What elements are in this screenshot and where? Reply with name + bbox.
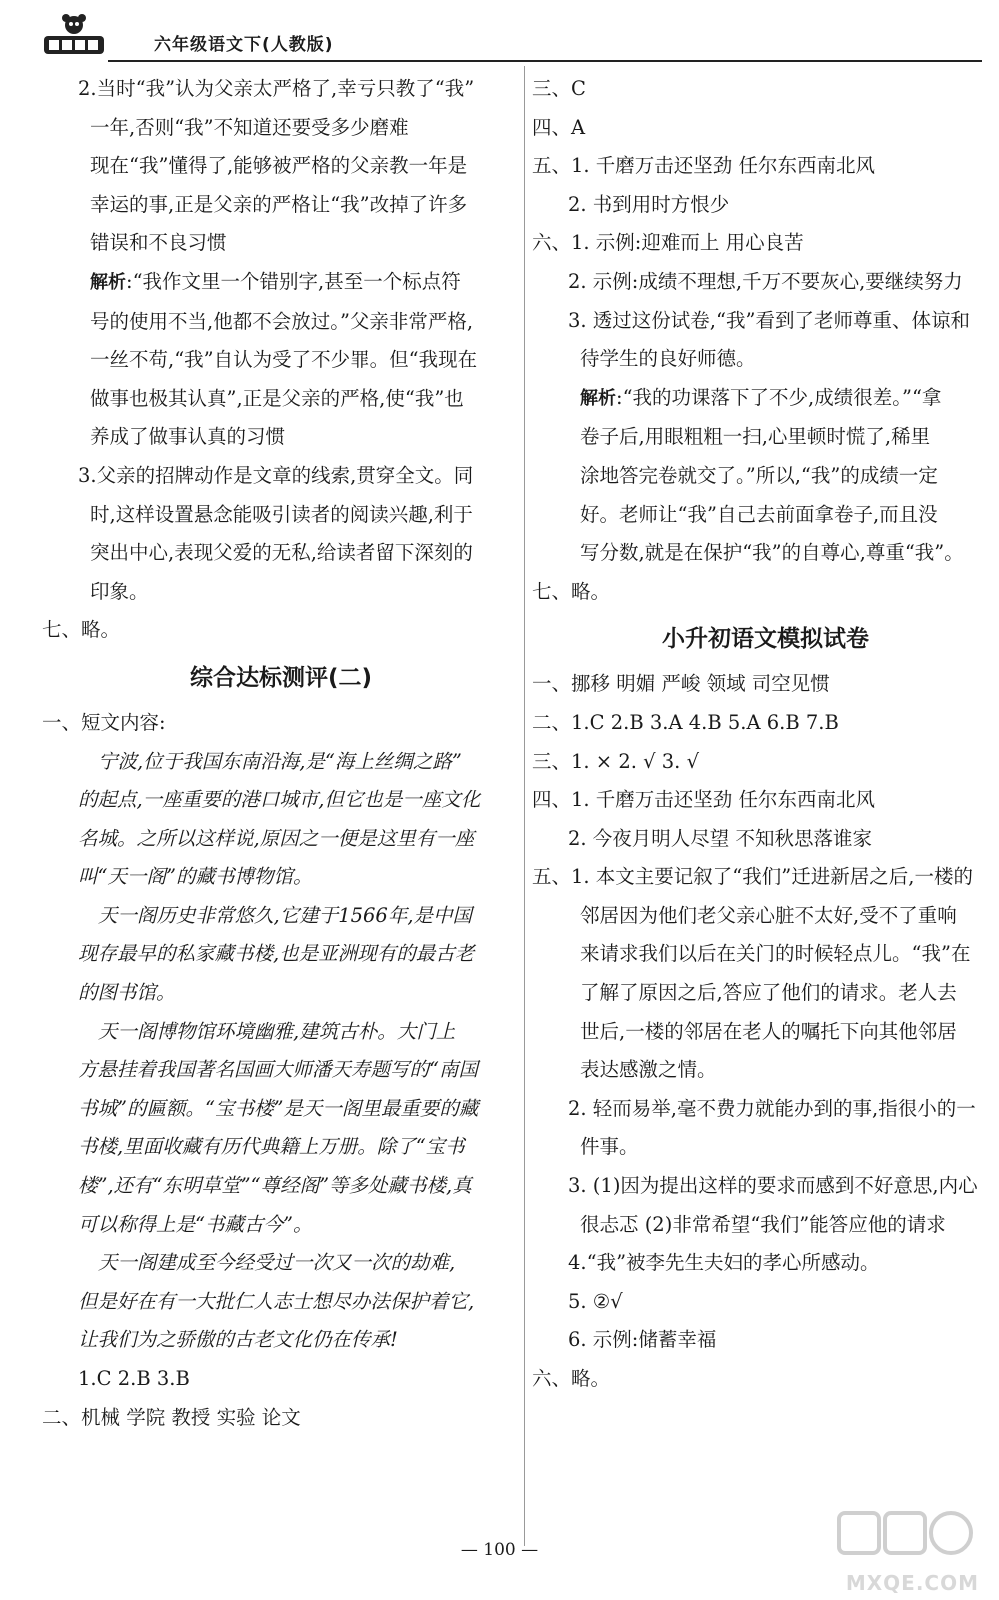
answer-text: 涂地答完卷就交了。”所以,“我”的成绩一定 xyxy=(580,463,938,487)
answer-text: 现在“我”懂得了,能够被严格的父亲教一年是 xyxy=(90,154,468,178)
essay-line: 的起点,一座重要的港口城市,但它也是一座文化 xyxy=(78,788,481,812)
answer-text: 六、1. 示例:迎难而上 用心良苦 xyxy=(532,231,804,255)
answer-line xyxy=(42,496,520,535)
answer-line xyxy=(532,665,999,704)
essay-line: 楼”,还有“东明草堂”“尊经阁”等多处藏书楼,真 xyxy=(78,1174,472,1198)
answer-text: 一丝不苟,“我”自认为受了不少罪。但“我现在 xyxy=(90,348,478,372)
answer-line xyxy=(42,1360,520,1399)
section-title-test-2: 综合达标测评(二) xyxy=(189,664,373,691)
answer-line xyxy=(532,109,999,148)
header-rule xyxy=(108,60,982,62)
answer-line xyxy=(532,743,999,782)
left-answer-lines xyxy=(42,70,520,650)
essay-line: 现存最早的私家藏书楼,也是亚洲现有的最古老 xyxy=(78,942,475,966)
answer-line xyxy=(532,340,999,379)
answer-line xyxy=(532,1244,999,1283)
answer-line xyxy=(42,147,520,186)
essay-line: 方悬挂着我国著名国画大师潘天寿题写的“南国 xyxy=(78,1058,478,1082)
short-passage-label: 一、短文内容: xyxy=(42,710,166,734)
answer-line xyxy=(532,496,999,535)
answer-text: 世后,一楼的邻居在老人的嘱托下向其他邻居 xyxy=(580,1019,957,1043)
answer-text: 5. ②√ xyxy=(568,1289,623,1313)
answer-text: 一年,否则“我”不知道还要受多少磨难 xyxy=(90,115,409,139)
answer-line xyxy=(532,897,999,936)
answer-text: 3. (1)因为提出这样的要求而感到不好意思,内心 xyxy=(568,1174,978,1198)
answer-line xyxy=(532,1283,999,1322)
essay-line: 天一阁博物馆环境幽雅,建筑古朴。大门上 xyxy=(98,1019,456,1043)
essay-line: 但是好在有一大批仁人志士想尽办法保护着它, xyxy=(78,1289,475,1313)
answer-text: 号的使用不当,他都不会放过。”父亲非常严格, xyxy=(90,309,474,333)
answer-line xyxy=(532,935,999,974)
essay-line: 叫“天一阁”的藏书博物馆。 xyxy=(78,865,313,889)
answer-line xyxy=(532,186,999,225)
answer-text: 六、略。 xyxy=(532,1367,611,1390)
answer-text: 3.父亲的招牌动作是文章的线索,贯穿全文。同 xyxy=(78,463,474,487)
answer-line xyxy=(42,380,520,419)
answer-text: 2.当时“我”认为父亲太严格了,幸亏只教了“我” xyxy=(78,77,475,100)
answer-text: 养成了做事认真的习惯 xyxy=(90,425,286,449)
left-tail-lines xyxy=(42,1360,520,1437)
answer-line xyxy=(532,379,999,419)
essay-line: 天一阁历史非常悠久,它建于1566年,是中国 xyxy=(98,903,473,927)
answer-text: 二、机械 学院 教授 实验 论文 xyxy=(42,1405,301,1429)
answer-line xyxy=(532,224,999,263)
answer-line xyxy=(42,303,520,342)
answer-line xyxy=(532,974,999,1013)
essay-line: 名城。之所以这样说,原因之一便是这里有一座 xyxy=(78,826,475,850)
answer-line xyxy=(532,820,999,859)
answer-line xyxy=(532,418,999,457)
answer-text: 2. 书到用时方恨少 xyxy=(568,192,730,216)
essay-line: 书楼,里面收藏有历代典籍上万册。除了“宝书 xyxy=(78,1135,465,1159)
publisher-logo xyxy=(42,12,106,56)
analysis-label: 解析 xyxy=(580,387,616,409)
answer-text: 很忐忑 (2)非常希望“我们”能答应他的请求 xyxy=(580,1212,946,1236)
answer-line xyxy=(42,341,520,380)
answer-line xyxy=(532,457,999,496)
page-number: — 100 — xyxy=(460,1540,539,1560)
answer-text: 七、略。 xyxy=(532,579,611,603)
answer-line xyxy=(42,573,520,612)
answer-text: 了解了原因之后,答应了他们的请求。老人去 xyxy=(580,981,957,1005)
answer-text: 3. 透过这份试卷,“我”看到了老师尊重、体谅和 xyxy=(568,308,970,332)
answer-text: 二、1.C 2.B 3.A 4.B 5.A 6.B 7.B xyxy=(532,710,839,734)
answer-line xyxy=(532,704,999,743)
answer-text: 好。老师让“我”自己去前面拿卷子,而且没 xyxy=(580,502,938,526)
column-divider xyxy=(524,66,525,1546)
right-answer-lines-bottom xyxy=(532,665,999,1398)
answer-text: 一、挪移 明媚 严峻 领域 司空见惯 xyxy=(532,672,830,696)
answer-line xyxy=(532,1167,999,1206)
answer-text: 1.C 2.B 3.B xyxy=(78,1367,190,1390)
answer-line xyxy=(532,1206,999,1245)
book-title: 六年级语文下(人教版) xyxy=(154,35,334,55)
answer-text: 写分数,就是在保护“我”的自尊心,尊重“我”。 xyxy=(580,541,964,565)
essay-passage xyxy=(42,743,520,1361)
answer-line xyxy=(42,186,520,225)
answer-line xyxy=(532,302,999,341)
page-header xyxy=(42,12,982,66)
answer-text: 2. 今夜月明人尽望 不知秋思落谁家 xyxy=(568,826,873,850)
answer-line xyxy=(532,1128,999,1167)
answer-line xyxy=(42,611,520,650)
answer-text: 四、A xyxy=(532,115,586,139)
left-column xyxy=(42,70,520,1437)
answer-text: 来请求我们以后在关门的时候轻点儿。“我”在 xyxy=(580,942,971,966)
answer-line xyxy=(532,781,999,820)
answer-text: 待学生的良好师德。 xyxy=(580,347,756,371)
answer-line xyxy=(532,858,999,897)
answer-text: 三、C xyxy=(532,77,586,100)
essay-line: 天一阁建成至今经受过一次又一次的劫难, xyxy=(98,1251,456,1275)
answer-text: 做事也极其认真”,正是父亲的严格,使“我”也 xyxy=(90,386,464,410)
right-column xyxy=(532,70,999,1399)
answer-line xyxy=(532,1090,999,1129)
answer-line xyxy=(42,70,520,109)
essay-line: 宁波,位于我国东南沿海,是“海上丝绸之路” xyxy=(98,749,462,773)
answer-text: 2. 示例:成绩不理想,千万不要灰心,要继续努力 xyxy=(568,269,963,293)
answer-line xyxy=(532,70,999,109)
essay-line: 的图书馆。 xyxy=(78,981,176,1005)
answer-text: 印象。 xyxy=(90,579,149,603)
answer-line xyxy=(42,263,520,303)
answer-text: 错误和不良习惯 xyxy=(90,231,227,255)
answer-line xyxy=(42,534,520,573)
answer-line xyxy=(42,457,520,496)
answer-text: 4.“我”被李先生夫妇的孝心所感动。 xyxy=(568,1251,880,1275)
answer-text: 卷子后,用眼粗粗一扫,心里顿时慌了,稀里 xyxy=(580,425,931,449)
answer-text: 七、略。 xyxy=(42,618,121,642)
answer-text: :“我作文里一个错别字,甚至一个标点符 xyxy=(126,269,461,293)
right-answer-lines-top xyxy=(532,70,999,611)
answer-line xyxy=(532,1013,999,1052)
answer-text: 幸运的事,正是父亲的严格让“我”改掉了许多 xyxy=(90,192,468,216)
answer-line xyxy=(532,1321,999,1360)
answer-line xyxy=(532,263,999,302)
essay-line: 书城”的匾额。“宝书楼”是天一阁里最重要的藏 xyxy=(78,1096,479,1120)
answer-line xyxy=(532,147,999,186)
answer-text: 四、1. 千磨万击还坚劲 任尔东西南北风 xyxy=(532,788,876,812)
watermark-text: MXQE.COM xyxy=(845,1571,979,1595)
answer-text: 突出中心,表现父爱的无私,给读者留下深刻的 xyxy=(90,541,473,565)
watermark xyxy=(829,1505,979,1595)
answer-line xyxy=(532,573,999,612)
answer-line xyxy=(532,534,999,573)
answer-line xyxy=(532,1051,999,1090)
answer-line xyxy=(532,1360,999,1399)
answer-text: :“我的功课落下了不少,成绩很差。”“拿 xyxy=(616,385,942,409)
answer-line xyxy=(42,109,520,148)
answer-text: 三、1. × 2. √ 3. √ xyxy=(532,749,699,773)
answer-text: 2. 轻而易举,毫不费力就能办到的事,指很小的一 xyxy=(568,1096,976,1120)
answer-line xyxy=(42,418,520,457)
analysis-label: 解析 xyxy=(90,271,126,293)
essay-line: 可以称得上是“书藏古今”。 xyxy=(78,1212,313,1236)
answer-text: 时,这样设置悬念能吸引读者的阅读兴趣,利于 xyxy=(90,502,473,526)
answer-text: 6. 示例:储蓄幸福 xyxy=(568,1328,717,1352)
section-title-mock-exam: 小升初语文模拟试卷 xyxy=(662,626,869,653)
answer-text: 五、1. 千磨万击还坚劲 任尔东西南北风 xyxy=(532,154,876,178)
answer-text: 件事。 xyxy=(580,1135,639,1159)
watermark-logo-icon xyxy=(829,1505,979,1565)
answer-text: 邻居因为他们老父亲心脏不太好,受不了重响 xyxy=(580,903,957,927)
answer-text: 五、1. 本文主要记叙了“我们”迁进新居之后,一楼的 xyxy=(532,865,973,889)
answer-line xyxy=(42,1399,520,1438)
essay-line: 让我们为之骄傲的古老文化仍在传承! xyxy=(78,1328,398,1352)
answer-text: 表达感激之情。 xyxy=(580,1058,717,1082)
answer-line xyxy=(42,224,520,263)
